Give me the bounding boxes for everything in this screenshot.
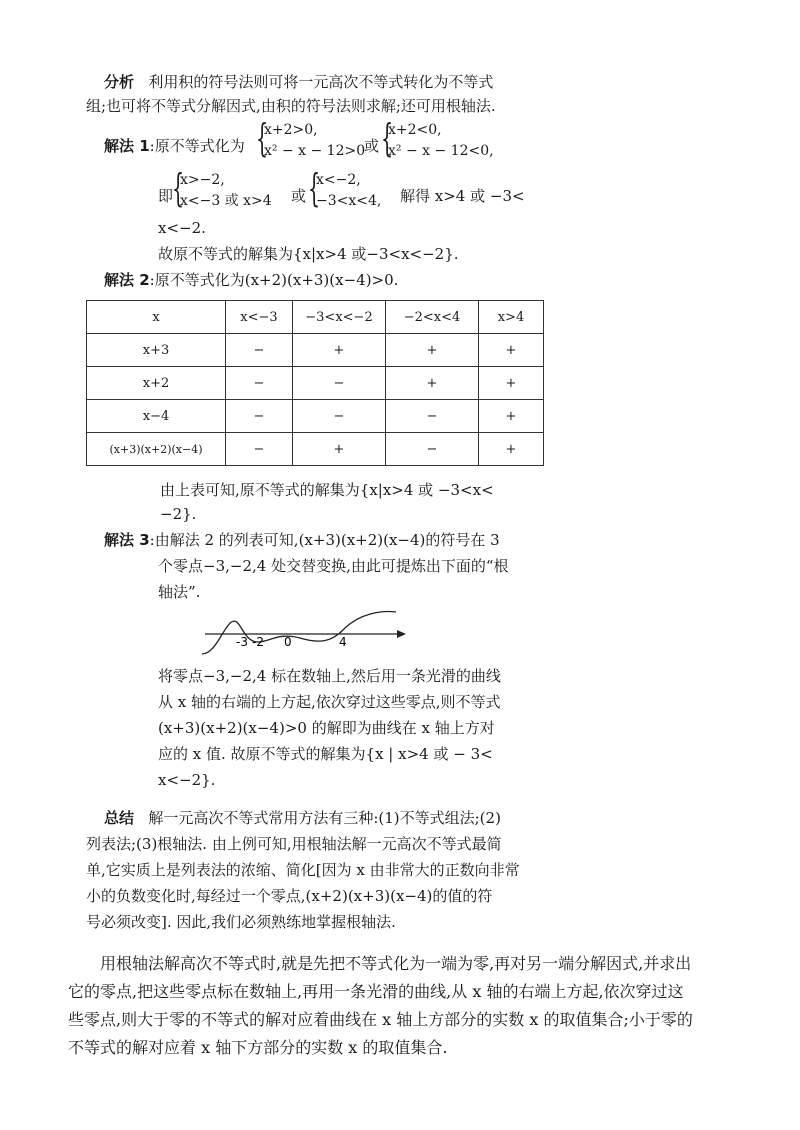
table-cell: −	[226, 367, 293, 400]
summary-line-3: 单,它实质上是列表法的浓缩、简化[因为 x 由非常大的正数向非常	[86, 861, 520, 879]
table-cell: (x+3)(x+2)(x−4)	[87, 433, 226, 466]
method2-label: 解法 2	[104, 271, 150, 289]
table-cell: −	[386, 400, 479, 433]
analysis-label: 分析	[104, 73, 135, 91]
method1-intro: 解法 1:原不等式化为	[104, 137, 245, 155]
system-a: x+2>0, x² − x − 12>0	[264, 122, 366, 159]
summary-line-5: 号必须改变]. 因此,我们必须熟练地掌握根轴法.	[86, 913, 396, 931]
table-cell: +	[386, 334, 479, 367]
table-header-cell: −2<x<4	[386, 301, 479, 334]
table-cell: −	[226, 334, 293, 367]
body-line-1: 用根轴法解高次不等式时,就是先把不等式化为一端为零,再对另一端分解因式,并求出	[100, 954, 692, 973]
axis-label: -3	[236, 635, 248, 649]
method1-label: 解法 1	[104, 137, 150, 155]
table-row	[87, 433, 544, 466]
table-cell: x+2	[87, 367, 226, 400]
table-cell: +	[479, 433, 544, 466]
body-line-4: 不等式的解对应着 x 轴下方部分的实数 x 的取值集合.	[68, 1038, 448, 1057]
method3-line-2: 个零点−3,−2,4 处交替变换,由此可提炼出下面的“根	[158, 557, 509, 575]
table-cell: +	[479, 367, 544, 400]
axis-label: -2	[252, 635, 264, 649]
root-axis-diagram	[200, 608, 410, 660]
summary-line-1: 总结 解一元高次不等式常用方法有三种:(1)不等式组法;(2)	[104, 809, 501, 827]
ji-label: 即	[158, 187, 174, 205]
table-header-cell: x	[87, 301, 226, 334]
method2-conclusion-2: −2}.	[160, 505, 197, 523]
table-cell: x+3	[87, 334, 226, 367]
or-2: 或	[291, 187, 307, 205]
brace-c: {	[172, 166, 185, 210]
method1-solve-tail: 解得 x>4 或 −3<	[400, 187, 525, 205]
axis-label: 4	[339, 635, 347, 649]
table-cell: +	[293, 433, 386, 466]
table-cell: −	[293, 400, 386, 433]
method3-desc-4: 应的 x 值. 故原不等式的解集为{x | x>4 或 − 3<	[158, 745, 493, 763]
sign-curve	[202, 612, 396, 654]
summary-label: 总结	[104, 809, 135, 827]
method2-intro: 解法 2:原不等式化为(x+2)(x+3)(x−4)>0.	[104, 271, 399, 289]
axis-arrow-icon	[397, 630, 406, 638]
summary-line-2: 列表法;(3)根轴法. 由上例可知,用根轴法解一元高次不等式最简	[86, 835, 502, 853]
method1-conclusion: 故原不等式的解集为{x|x>4 或−3<x<−2}.	[158, 245, 459, 263]
table-cell: +	[479, 334, 544, 367]
table-cell: −	[293, 367, 386, 400]
sign-table	[86, 300, 544, 466]
method3-desc-3: (x+3)(x+2)(x−4)>0 的解即为曲线在 x 轴上方对	[158, 719, 495, 737]
brace-a: {	[256, 116, 269, 160]
table-cell: +	[386, 367, 479, 400]
method3-desc-1: 将零点−3,−2,4 标在数轴上,然后用一条光滑的曲线	[158, 667, 501, 685]
table-row	[87, 400, 544, 433]
method3-desc-5: x<−2}.	[158, 771, 216, 789]
method3-line-3: 轴法”.	[158, 583, 201, 601]
method3-desc-2: 从 x 轴的右端的上方起,依次穿过这些零点,则不等式	[158, 693, 501, 711]
axis-label: 0	[284, 635, 292, 649]
table-cell: −	[386, 433, 479, 466]
table-header-cell: x<−3	[226, 301, 293, 334]
body-line-2: 它的零点,把这些零点标在数轴上,再用一条光滑的曲线,从 x 轴的右端上方起,依次穿过这	[68, 982, 684, 1001]
table-row	[87, 367, 544, 400]
table-row	[87, 334, 544, 367]
table-header-cell: −3<x<−2	[293, 301, 386, 334]
brace-d: {	[308, 166, 321, 210]
table-cell: −	[226, 400, 293, 433]
method2-conclusion-1: 由上表可知,原不等式的解集为{x|x>4 或 −3<x<	[160, 481, 494, 499]
system-c: x>−2, x<−3 或 x>4	[180, 172, 272, 209]
table-cell: x−4	[87, 400, 226, 433]
analysis-line-2: 组;也可将不等式分解因式,由积的符号法则求解;还可用根轴法.	[86, 97, 496, 115]
method3-line-1: 解法 3:由解法 2 的列表可知,(x+3)(x+2)(x−4)的符号在 3	[104, 531, 500, 549]
analysis-line-1: 分析 利用积的符号法则可将一元高次不等式转化为不等式	[104, 73, 494, 91]
system-b: x+2<0, x² − x − 12<0,	[388, 122, 494, 159]
table-cell: +	[479, 400, 544, 433]
table-cell: −	[226, 433, 293, 466]
table-cell: +	[293, 334, 386, 367]
table-header-row	[87, 301, 544, 334]
method3-label: 解法 3	[104, 531, 150, 549]
body-line-3: 些零点,则大于零的不等式的解对应着曲线在 x 轴上方部分的实数 x 的取值集合;小于零的	[68, 1010, 693, 1029]
brace-b: {	[381, 116, 394, 160]
table-header-cell: x>4	[479, 301, 544, 334]
system-d: x<−2, −3<x<4,	[316, 172, 382, 209]
summary-line-4: 小的负数变化时,每经过一个零点,(x+2)(x+3)(x−4)的值的符	[86, 887, 493, 905]
or-1: 或	[364, 137, 380, 155]
method1-line-cont: x<−2.	[158, 219, 206, 237]
